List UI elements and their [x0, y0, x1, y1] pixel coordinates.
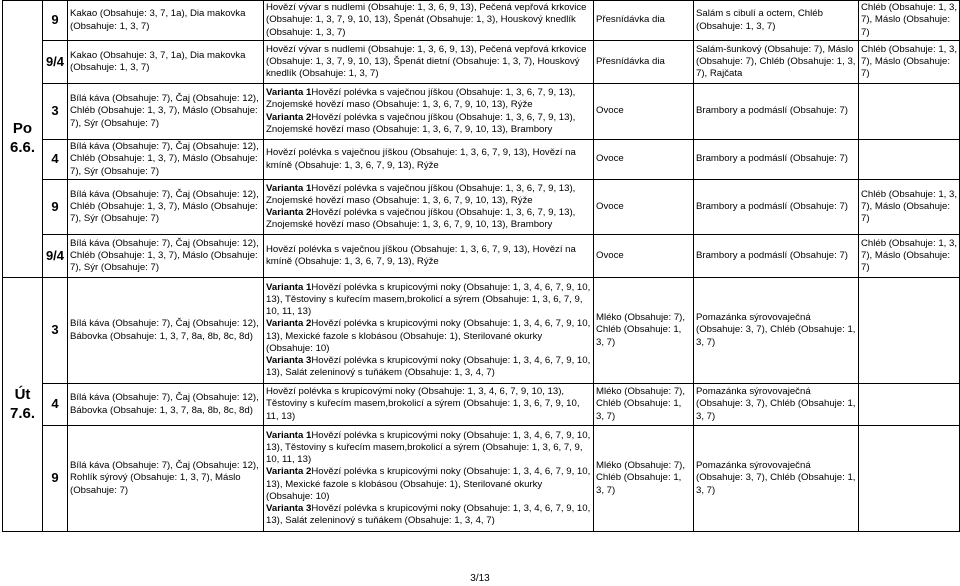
- table-row: [3, 426, 960, 532]
- breakfast-cell: Bílá káva (Obsahuje: 7), Čaj (Obsahuje: 12), Chléb (Obsahuje: 1, 3, 7), Máslo (Obsahuje: 7), Sýr (Obsahuje: 7): [68, 235, 264, 278]
- second-dinner-cell: [859, 384, 960, 426]
- snack-cell: Ovoce: [594, 235, 694, 278]
- diet-group: 3: [43, 278, 68, 384]
- menu-table: [2, 0, 960, 532]
- dinner-cell: Brambory a podmáslí (Obsahuje: 7): [694, 235, 859, 278]
- dinner-cell: Brambory a podmáslí (Obsahuje: 7): [694, 140, 859, 180]
- table-row: [3, 384, 960, 426]
- snack-cell: Přesnídávka dia: [594, 41, 694, 84]
- diet-group: 4: [43, 140, 68, 180]
- second-dinner-cell: Chléb (Obsahuje: 1, 3, 7), Máslo (Obsahuje: 7): [859, 41, 960, 84]
- dinner-cell: Brambory a podmáslí (Obsahuje: 7): [694, 84, 859, 140]
- diet-group: 9/4: [43, 235, 68, 278]
- lunch-cell: Hovězí vývar s nudlemi (Obsahuje: 1, 3, 6, 9, 13), Pečená vepřová krkovice (Obsahuje: 1, 3, 7, 9, 10, 13), Špenát dietní (Obsahuje: 1, 3, 7), Houskový knedlík (Obsahuje: 1, 3, 7): [264, 41, 594, 84]
- breakfast-cell: Bílá káva (Obsahuje: 7), Čaj (Obsahuje: 12), Rohlík sýrový (Obsahuje: 1, 3, 7), Máslo (Obsahuje: 7): [68, 426, 264, 532]
- second-dinner-cell: Chléb (Obsahuje: 1, 3, 7), Máslo (Obsahuje: 7): [859, 1, 960, 41]
- snack-cell: Přesnídávka dia: [594, 1, 694, 41]
- snack-cell: Mléko (Obsahuje: 7), Chléb (Obsahuje: 1, 3, 7): [594, 384, 694, 426]
- snack-cell: Ovoce: [594, 140, 694, 180]
- second-dinner-cell: [859, 84, 960, 140]
- lunch-cell: Varianta 1Hovězí polévka s vaječnou jíškou (Obsahuje: 1, 3, 6, 7, 9, 13), Znojemské hovězí maso (Obsahuje: 1, 3, 6, 7, 9, 10, 13), Rýže Varianta 2Hovězí polévka s vaječnou jíškou (Obsahuje: 1, 3, 6, 7, 9, 13), Znojemské hovězí maso (Obsahuje: 1, 3, 6, 7, 9, 10, 13), Brambory: [264, 84, 594, 140]
- day-cell: Po 6.6.: [3, 1, 43, 278]
- diet-group: 9: [43, 180, 68, 235]
- lunch-cell: Varianta 1Hovězí polévka s krupicovými noky (Obsahuje: 1, 3, 4, 6, 7, 9, 10, 13), Těstoviny s kuřecím masem,brokolicí a sýrem (Obsahuje: 1, 3, 6, 7, 9, 10, 11, 13) Varianta 2Hovězí polévka s krupicovými noky (Obsahuje: 1, 3, 4, 6, 7, 9, 10, 13), Mexické fazole s klobásou (Obsahuje: 1), Sterilované okurky (Obsahuje: 10) Varianta 3Hovězí polévka s krupicovými noky (Obsahuje: 1, 3, 4, 6, 7, 9, 10, 13), Salát zeleninový s tuňákem (Obsahuje: 1, 3, 4, 7): [264, 426, 594, 532]
- dinner-cell: Pomazánka sýrovovaječná (Obsahuje: 3, 7), Chléb (Obsahuje: 1, 3, 7): [694, 426, 859, 532]
- second-dinner-cell: [859, 426, 960, 532]
- dinner-cell: Salám s cibulí a octem, Chléb (Obsahuje: 1, 3, 7): [694, 1, 859, 41]
- breakfast-cell: Bílá káva (Obsahuje: 7), Čaj (Obsahuje: 12), Chléb (Obsahuje: 1, 3, 7), Máslo (Obsahuje: 7), Sýr (Obsahuje: 7): [68, 180, 264, 235]
- dinner-cell: Pomazánka sýrovovaječná (Obsahuje: 3, 7), Chléb (Obsahuje: 1, 3, 7): [694, 384, 859, 426]
- breakfast-cell: Bílá káva (Obsahuje: 7), Čaj (Obsahuje: 12), Bábovka (Obsahuje: 1, 3, 7, 8a, 8b, 8c, 8d): [68, 278, 264, 384]
- breakfast-cell: Bílá káva (Obsahuje: 7), Čaj (Obsahuje: 12), Chléb (Obsahuje: 1, 3, 7), Máslo (Obsahuje: 7), Sýr (Obsahuje: 7): [68, 84, 264, 140]
- dinner-cell: Brambory a podmáslí (Obsahuje: 7): [694, 180, 859, 235]
- diet-group: 3: [43, 84, 68, 140]
- diet-group: 9: [43, 426, 68, 532]
- day-cell: Út 7.6.: [3, 278, 43, 532]
- snack-cell: Ovoce: [594, 180, 694, 235]
- lunch-cell: Hovězí vývar s nudlemi (Obsahuje: 1, 3, 6, 9, 13), Pečená vepřová krkovice (Obsahuje: 1, 3, 7, 9, 10, 13), Špenát (Obsahuje: 1, 3), Houskový knedlík (Obsahuje: 1, 3, 7): [264, 1, 594, 41]
- table-row: [3, 235, 960, 278]
- lunch-cell: Hovězí polévka s krupicovými noky (Obsahuje: 1, 3, 4, 6, 7, 9, 10, 13), Těstoviny s kuřecím masem,brokolicí a sýrem (Obsahuje: 1, 3, 6, 7, 9, 10, 11, 13): [264, 384, 594, 426]
- snack-cell: Mléko (Obsahuje: 7), Chléb (Obsahuje: 1, 3, 7): [594, 426, 694, 532]
- diet-group: 9: [43, 1, 68, 41]
- dinner-cell: Pomazánka sýrovovaječná (Obsahuje: 3, 7), Chléb (Obsahuje: 1, 3, 7): [694, 278, 859, 384]
- breakfast-cell: Bílá káva (Obsahuje: 7), Čaj (Obsahuje: 12), Chléb (Obsahuje: 1, 3, 7), Máslo (Obsahuje: 7), Sýr (Obsahuje: 7): [68, 140, 264, 180]
- dinner-cell: Salám-šunkový (Obsahuje: 7), Máslo (Obsahuje: 7), Chléb (Obsahuje: 1, 3, 7), Rajčata: [694, 41, 859, 84]
- second-dinner-cell: Chléb (Obsahuje: 1, 3, 7), Máslo (Obsahuje: 7): [859, 235, 960, 278]
- diet-group: 4: [43, 384, 68, 426]
- lunch-cell: Hovězí polévka s vaječnou jíškou (Obsahuje: 1, 3, 6, 7, 9, 13), Hovězí na kmíně (Obsahuje: 1, 3, 6, 7, 9, 13), Rýže: [264, 140, 594, 180]
- table-row: [3, 278, 960, 384]
- table-row: [3, 1, 960, 41]
- table-row: [3, 41, 960, 84]
- snack-cell: Ovoce: [594, 84, 694, 140]
- page-number: 3/13: [470, 573, 490, 584]
- table-row: [3, 180, 960, 235]
- breakfast-cell: Bílá káva (Obsahuje: 7), Čaj (Obsahuje: 12), Bábovka (Obsahuje: 1, 3, 7, 8a, 8b, 8c, 8d): [68, 384, 264, 426]
- second-dinner-cell: [859, 140, 960, 180]
- second-dinner-cell: Chléb (Obsahuje: 1, 3, 7), Máslo (Obsahuje: 7): [859, 180, 960, 235]
- snack-cell: Mléko (Obsahuje: 7), Chléb (Obsahuje: 1, 3, 7): [594, 278, 694, 384]
- lunch-cell: Varianta 1Hovězí polévka s vaječnou jíškou (Obsahuje: 1, 3, 6, 7, 9, 13), Znojemské hovězí maso (Obsahuje: 1, 3, 6, 7, 9, 10, 13), Rýže Varianta 2Hovězí polévka s vaječnou jíškou (Obsahuje: 1, 3, 6, 7, 9, 13), Znojemské hovězí maso (Obsahuje: 1, 3, 6, 7, 9, 10, 13), Brambory: [264, 180, 594, 235]
- second-dinner-cell: [859, 278, 960, 384]
- lunch-cell: Hovězí polévka s vaječnou jíškou (Obsahuje: 1, 3, 6, 7, 9, 13), Hovězí na kmíně (Obsahuje: 1, 3, 6, 7, 9, 13), Rýže: [264, 235, 594, 278]
- table-row: [3, 140, 960, 180]
- table-row: [3, 84, 960, 140]
- breakfast-cell: Kakao (Obsahuje: 3, 7, 1a), Dia makovka (Obsahuje: 1, 3, 7): [68, 41, 264, 84]
- diet-group: 9/4: [43, 41, 68, 84]
- breakfast-cell: Kakao (Obsahuje: 3, 7, 1a), Dia makovka (Obsahuje: 1, 3, 7): [68, 1, 264, 41]
- lunch-cell: Varianta 1Hovězí polévka s krupicovými noky (Obsahuje: 1, 3, 4, 6, 7, 9, 10, 13), Těstoviny s kuřecím masem,brokolicí a sýrem (Obsahuje: 1, 3, 6, 7, 9, 10, 11, 13) Varianta 2Hovězí polévka s krupicovými noky (Obsahuje: 1, 3, 4, 6, 7, 9, 10, 13), Mexické fazole s klobásou (Obsahuje: 1), Sterilované okurky (Obsahuje: 10) Varianta 3Hovězí polévka s krupicovými noky (Obsahuje: 1, 3, 4, 6, 7, 9, 10, 13), Salát zeleninový s tuňákem (Obsahuje: 1, 3, 4, 7): [264, 278, 594, 384]
